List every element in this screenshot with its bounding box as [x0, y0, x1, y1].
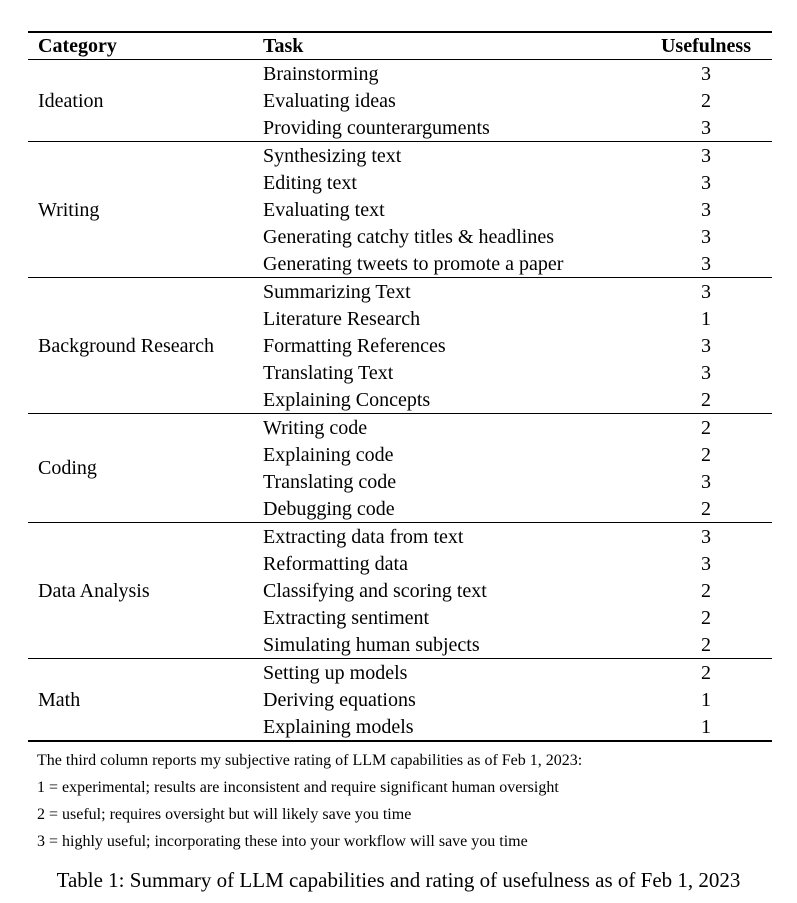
task-cell: Evaluating text [263, 198, 385, 221]
usefulness-cell: 1 [701, 688, 711, 711]
table-row [28, 142, 772, 170]
task-cell: Literature Research [263, 307, 421, 330]
usefulness-cell: 2 [701, 497, 711, 520]
usefulness-cell: 2 [701, 606, 711, 629]
header-row [28, 32, 772, 60]
task-cell: Summarizing Text [263, 280, 411, 303]
footnotes [37, 747, 797, 855]
task-cell: Extracting data from text [263, 525, 464, 548]
task-cell: Debugging code [263, 497, 395, 520]
usefulness-cell: 3 [701, 470, 711, 493]
usefulness-cell: 3 [701, 280, 711, 303]
usefulness-cell: 2 [701, 633, 711, 656]
usefulness-cell: 3 [701, 198, 711, 221]
usefulness-cell: 3 [701, 225, 711, 248]
task-cell: Setting up models [263, 661, 408, 684]
table-header [28, 32, 772, 60]
usefulness-cell: 1 [701, 307, 711, 330]
usefulness-cell: 2 [701, 89, 711, 112]
category-cell: Background Research [38, 334, 215, 357]
task-cell: Classifying and scoring text [263, 579, 487, 602]
task-cell: Formatting References [263, 334, 446, 357]
usefulness-cell: 3 [701, 144, 711, 167]
task-cell: Translating Text [263, 361, 394, 384]
table-row [28, 414, 772, 442]
task-cell: Extracting sentiment [263, 606, 430, 629]
table-row [28, 659, 772, 687]
usefulness-cell: 2 [701, 661, 711, 684]
task-cell: Editing text [263, 171, 357, 194]
usefulness-cell: 2 [701, 388, 711, 411]
table-row [28, 523, 772, 551]
task-cell: Explaining models [263, 715, 414, 738]
footnote-line: The third column reports my subjective rating of LLM capabilities as of Feb 1, 2023: [37, 752, 583, 769]
category-cell: Coding [38, 457, 97, 479]
category-cell: Data Analysis [38, 579, 150, 602]
task-cell: Brainstorming [263, 62, 379, 85]
usefulness-cell: 3 [701, 361, 711, 384]
task-cell: Writing code [263, 416, 368, 439]
header-usefulness: Usefulness [660, 35, 751, 57]
category-cell: Writing [38, 198, 100, 221]
header-task: Task [263, 35, 304, 57]
task-cell: Explaining Concepts [263, 388, 431, 411]
task-cell: Generating tweets to promote a paper [263, 252, 564, 275]
summary-table-body [28, 60, 772, 742]
usefulness-cell: 1 [701, 715, 711, 738]
category-cell: Ideation [38, 89, 104, 112]
task-cell: Translating code [263, 470, 397, 493]
table-row [28, 278, 772, 306]
summary-table [28, 31, 772, 742]
task-cell: Generating catchy titles & headlines [263, 225, 555, 248]
usefulness-cell: 3 [701, 116, 711, 139]
table-row [28, 60, 772, 88]
usefulness-cell: 3 [701, 552, 711, 575]
usefulness-cell: 2 [701, 443, 711, 466]
category-cell: Math [38, 688, 81, 711]
usefulness-cell: 3 [701, 62, 711, 85]
usefulness-cell: 3 [701, 334, 711, 357]
task-cell: Simulating human subjects [263, 633, 480, 656]
task-cell: Deriving equations [263, 688, 416, 711]
task-cell: Providing counterarguments [263, 116, 490, 139]
usefulness-cell: 3 [701, 252, 711, 275]
footnote-line: 2 = useful; requires oversight but will likely save you time [37, 806, 412, 823]
task-cell: Explaining code [263, 443, 394, 466]
header-category: Category [38, 35, 117, 57]
usefulness-cell: 2 [701, 416, 711, 439]
footnote-line: 1 = experimental; results are inconsistent and require significant human oversight [37, 779, 559, 796]
usefulness-cell: 2 [701, 579, 711, 602]
task-cell: Reformatting data [263, 552, 408, 575]
usefulness-cell: 3 [701, 171, 711, 194]
usefulness-cell: 3 [701, 525, 711, 548]
footnote-line: 3 = highly useful; incorporating these into your workflow will save you time [37, 833, 528, 850]
task-cell: Evaluating ideas [263, 89, 396, 112]
table-caption: Table 1: Summary of LLM capabilities and rating of usefulness as of Feb 1, 2023 [56, 868, 741, 892]
task-cell: Synthesizing text [263, 144, 402, 167]
